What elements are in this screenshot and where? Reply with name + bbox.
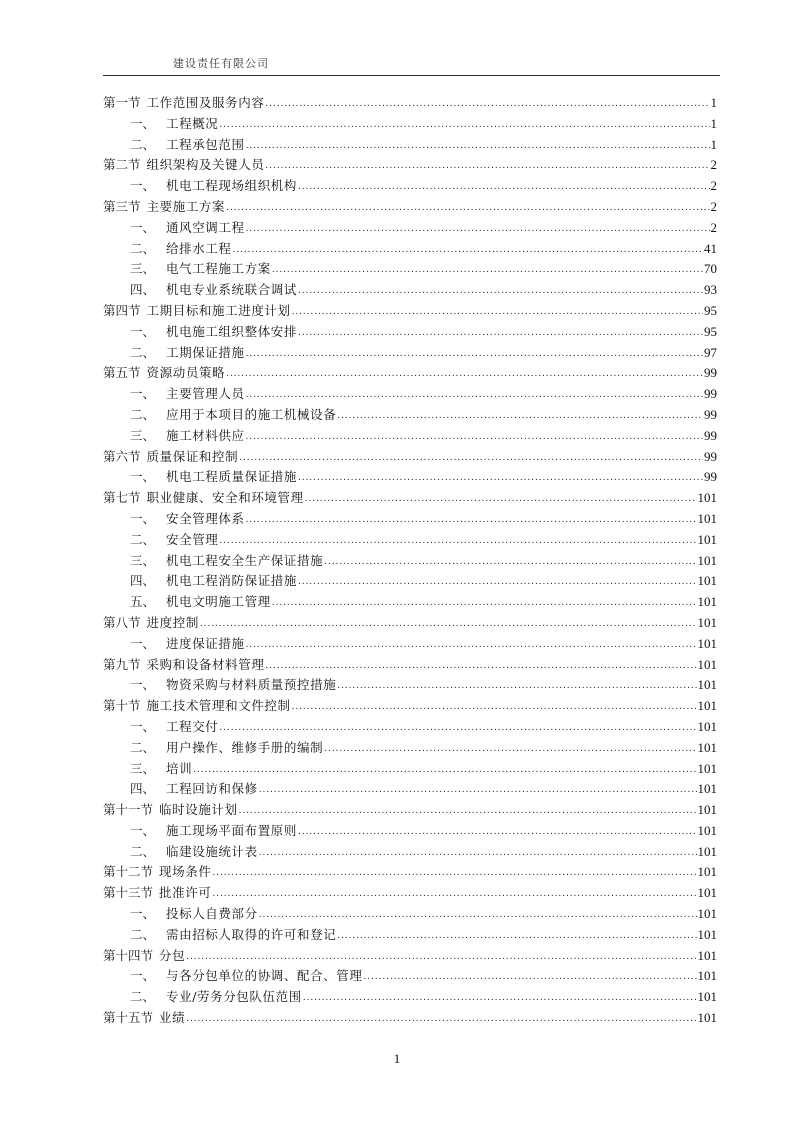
toc-entry-page: 101 <box>697 947 717 963</box>
toc-dot-leader <box>265 92 709 115</box>
toc-dot-leader <box>324 737 696 760</box>
toc-entry-number: 一、 <box>130 386 156 402</box>
toc-entry-number: 第六节 <box>103 448 141 464</box>
toc-entry-title: 工程概况 <box>166 115 219 131</box>
toc-dot-leader <box>265 154 709 177</box>
toc-entry-number: 第三节 <box>103 198 141 214</box>
page-number: 1 <box>393 1051 401 1066</box>
toc-section-entry[interactable] <box>103 363 717 384</box>
toc-dot-leader <box>246 342 703 365</box>
toc-subsection-entry[interactable] <box>103 259 717 280</box>
toc-entry-title: 施工材料供应 <box>166 427 245 443</box>
toc-subsection-entry[interactable] <box>103 675 717 696</box>
toc-entry-number: 第十五节 <box>103 1010 154 1026</box>
toc-dot-leader <box>186 945 696 968</box>
toc-entry-page: 97 <box>704 344 717 360</box>
toc-entry-page: 101 <box>697 968 717 984</box>
toc-entry-title: 物资采购与材料质量预控措施 <box>166 677 337 693</box>
toc-section-entry[interactable] <box>103 197 717 218</box>
toc-entry-title: 临建设施统计表 <box>166 843 258 859</box>
toc-dot-leader <box>265 654 696 677</box>
toc-entry-number: 第二节 <box>103 157 141 173</box>
toc-dot-leader <box>200 612 697 635</box>
toc-entry-title: 专业/劳务分包队伍范围 <box>166 989 302 1005</box>
toc-subsection-entry[interactable] <box>103 821 717 842</box>
toc-entry-title: 安全管理体系 <box>166 510 245 526</box>
toc-dot-leader <box>246 633 697 656</box>
toc-entry-title: 分包 <box>159 947 186 963</box>
toc-subsection-entry[interactable] <box>103 738 717 759</box>
toc-entry-title: 安全管理 <box>166 531 219 547</box>
toc-entry-title: 机电施工组织整体安排 <box>166 323 298 339</box>
toc-entry-number: 一、 <box>130 469 156 485</box>
toc-entry-number: 四、 <box>130 573 156 589</box>
toc-subsection-entry[interactable] <box>103 218 717 239</box>
toc-dot-leader <box>298 321 703 344</box>
toc-entry-page: 101 <box>697 1010 717 1026</box>
toc-subsection-entry[interactable] <box>103 135 717 156</box>
toc-entry-title: 给排水工程 <box>166 240 232 256</box>
toc-entry-number: 第一节 <box>103 95 141 110</box>
toc-dot-leader <box>246 508 697 531</box>
toc-entry-page: 101 <box>697 802 717 818</box>
toc-dot-leader <box>239 799 697 822</box>
toc-entry-page: 101 <box>697 677 717 693</box>
toc-entry-page: 101 <box>697 573 717 589</box>
toc-entry-number: 一、 <box>130 677 156 693</box>
toc-entry-title: 与各分包单位的协调、配合、管理 <box>166 968 363 984</box>
toc-entry-number: 第九节 <box>103 656 141 672</box>
toc-entry-number: 三、 <box>130 760 156 776</box>
toc-entry-number: 第八节 <box>103 614 141 630</box>
toc-entry-title: 机电文明施工管理 <box>166 594 271 610</box>
toc-entry-page: 101 <box>697 614 717 630</box>
toc-entry-title: 机电专业系统联合调试 <box>166 282 298 298</box>
toc-entry-page: 101 <box>697 698 717 714</box>
toc-entry-page: 101 <box>697 885 717 901</box>
toc-entry-page: 99 <box>704 427 717 443</box>
toc-subsection-entry[interactable] <box>103 280 717 301</box>
toc-entry-title: 用户操作、维修手册的编制 <box>166 739 324 755</box>
toc-section-entry[interactable] <box>103 93 717 114</box>
toc-entry-title: 应用于本项目的施工机械设备 <box>166 406 337 422</box>
toc-entry-title: 业绩 <box>159 1010 186 1026</box>
toc-subsection-entry[interactable] <box>103 467 717 488</box>
toc-subsection-entry[interactable] <box>103 551 717 572</box>
toc-dot-leader <box>324 550 696 573</box>
toc-entry-number: 二、 <box>130 531 156 547</box>
toc-entry-page: 101 <box>697 822 717 838</box>
toc-entry-number: 第十四节 <box>103 947 154 963</box>
toc-entry-title: 机电工程安全生产保证措施 <box>166 552 324 568</box>
toc-dot-leader <box>239 446 703 469</box>
toc-entry-page: 101 <box>697 552 717 568</box>
toc-subsection-entry[interactable] <box>103 239 717 260</box>
toc-entry-number: 一、 <box>130 510 156 526</box>
toc-entry-page: 1 <box>710 95 717 110</box>
toc-entry-title: 电气工程施工方案 <box>166 261 271 277</box>
toc-dot-leader <box>305 487 697 510</box>
toc-dot-leader <box>292 695 697 718</box>
toc-dot-leader <box>298 570 696 593</box>
toc-subsection-entry[interactable] <box>103 405 717 426</box>
toc-dot-leader <box>298 466 703 489</box>
toc-entry-page: 101 <box>697 656 717 672</box>
toc-subsection-entry[interactable] <box>103 634 717 655</box>
toc-section-entry[interactable] <box>103 488 717 509</box>
toc-section-entry[interactable] <box>103 946 717 967</box>
toc-entry-page: 101 <box>697 864 717 880</box>
toc-subsection-entry[interactable] <box>103 426 717 447</box>
toc-entry-number: 第五节 <box>103 365 141 381</box>
toc-dot-leader <box>259 841 697 864</box>
toc-subsection-entry[interactable] <box>103 987 717 1008</box>
toc-entry-number: 一、 <box>130 718 156 734</box>
toc-section-entry[interactable] <box>103 696 717 717</box>
toc-section-entry[interactable] <box>103 883 717 904</box>
toc-entry-page: 99 <box>704 469 717 485</box>
toc-entry-page: 101 <box>697 594 717 610</box>
toc-subsection-entry[interactable] <box>103 384 717 405</box>
toc-entry-number: 第十节 <box>103 698 141 714</box>
toc-entry-number: 二、 <box>130 739 156 755</box>
toc-entry-title: 现场条件 <box>159 864 212 880</box>
toc-section-entry[interactable] <box>103 862 717 883</box>
toc-entry-page: 101 <box>697 510 717 526</box>
toc-entry-title: 通风空调工程 <box>166 219 245 235</box>
toc-subsection-entry[interactable] <box>103 176 717 197</box>
toc-entry-number: 一、 <box>130 906 156 922</box>
toc-entry-title: 进度控制 <box>146 614 199 630</box>
company-name: 建设责任有限公司 <box>173 57 269 70</box>
toc-entry-number: 三、 <box>130 552 156 568</box>
toc-entry-title: 工期目标和施工进度计划 <box>146 302 291 318</box>
toc-subsection-entry[interactable] <box>103 509 717 530</box>
toc-entry-page: 93 <box>704 282 717 298</box>
toc-dot-leader <box>246 134 710 157</box>
toc-entry-page: 101 <box>697 843 717 859</box>
toc-entry-number: 一、 <box>130 323 156 339</box>
toc-entry-title: 组织架构及关键人员 <box>146 157 265 173</box>
toc-entry-number: 第四节 <box>103 302 141 318</box>
toc-entry-page: 1 <box>710 136 717 152</box>
toc-section-entry[interactable] <box>103 447 717 468</box>
toc-subsection-entry[interactable] <box>103 925 717 946</box>
toc-entry-title: 职业健康、安全和环境管理 <box>146 490 304 506</box>
toc-dot-leader <box>219 716 696 739</box>
toc-dot-leader <box>298 175 709 198</box>
toc-entry-title: 采购和设备材料管理 <box>146 656 265 672</box>
toc-entry-title: 机电工程消防保证措施 <box>166 573 298 589</box>
toc-entry-title: 投标人自费部分 <box>166 906 258 922</box>
toc-dot-leader <box>212 882 696 905</box>
toc-entry-title: 工作范围及服务内容 <box>146 95 265 110</box>
toc-section-entry[interactable] <box>103 613 717 634</box>
toc-dot-leader <box>246 425 703 448</box>
toc-dot-leader <box>272 258 703 281</box>
toc-entry-title: 资源动员策略 <box>146 365 226 381</box>
toc-entry-number: 二、 <box>130 843 156 859</box>
toc-subsection-entry[interactable] <box>103 759 717 780</box>
toc-entry-page: 99 <box>704 406 717 422</box>
toc-subsection-entry[interactable] <box>103 530 717 551</box>
toc-entry-title: 机电工程质量保证措施 <box>166 469 298 485</box>
toc-entry-page: 95 <box>704 302 717 318</box>
toc-dot-leader <box>292 300 703 323</box>
toc-dot-leader <box>364 965 697 988</box>
toc-entry-page: 101 <box>697 989 717 1005</box>
toc-entry-title: 工期保证措施 <box>166 344 245 360</box>
toc-entry-number: 一、 <box>130 968 156 984</box>
toc-entry-number: 二、 <box>130 926 156 942</box>
toc-section-entry[interactable] <box>103 155 717 176</box>
toc-subsection-entry[interactable] <box>103 904 717 925</box>
toc-entry-title: 施工技术管理和文件控制 <box>146 698 291 714</box>
toc-entry-number: 三、 <box>130 261 156 277</box>
toc-subsection-entry[interactable] <box>103 322 717 343</box>
toc-entry-number: 第十二节 <box>103 864 154 880</box>
toc-dot-leader <box>337 924 696 947</box>
toc-subsection-entry[interactable] <box>103 571 717 592</box>
toc-entry-page: 95 <box>704 323 717 339</box>
toc-dot-leader <box>298 820 696 843</box>
toc-entry-page: 101 <box>697 906 717 922</box>
toc-dot-leader <box>226 362 703 385</box>
toc-entry-page: 99 <box>704 386 717 402</box>
toc-entry-page: 2 <box>710 219 717 235</box>
toc-entry-title: 施工现场平面布置原则 <box>166 822 298 838</box>
toc-subsection-entry[interactable] <box>103 966 717 987</box>
toc-entry-number: 一、 <box>130 178 156 194</box>
toc-entry-title: 临时设施计划 <box>159 802 238 818</box>
toc-entry-page: 1 <box>710 115 717 131</box>
toc-entry-page: 101 <box>697 718 717 734</box>
toc-section-entry[interactable] <box>103 655 717 676</box>
toc-entry-title: 主要管理人员 <box>166 386 245 402</box>
toc-subsection-entry[interactable] <box>103 779 717 800</box>
toc-subsection-entry[interactable] <box>103 114 717 135</box>
toc-entry-number: 二、 <box>130 989 156 1005</box>
toc-entry-number: 第七节 <box>103 490 141 506</box>
toc-section-entry[interactable] <box>103 1008 717 1029</box>
toc-dot-leader <box>303 986 697 1009</box>
toc-dot-leader <box>186 1007 696 1030</box>
toc-entry-page: 101 <box>697 531 717 547</box>
toc-dot-leader <box>298 279 703 302</box>
toc-entry-page: 101 <box>697 739 717 755</box>
toc-entry-page: 2 <box>710 157 717 173</box>
toc-section-entry[interactable] <box>103 800 717 821</box>
toc-entry-number: 一、 <box>130 219 156 235</box>
toc-dot-leader <box>226 196 709 219</box>
toc-dot-leader <box>212 861 696 884</box>
toc-entry-page: 101 <box>697 635 717 651</box>
toc-entry-number: 四、 <box>130 781 156 797</box>
toc-subsection-entry[interactable] <box>103 343 717 364</box>
toc-entry-page: 2 <box>710 198 717 214</box>
toc-section-entry[interactable] <box>103 301 717 322</box>
toc-entry-page: 101 <box>697 926 717 942</box>
toc-entry-number: 二、 <box>130 240 156 256</box>
toc-entry-number: 第十一节 <box>103 802 154 818</box>
toc-subsection-entry[interactable] <box>103 842 717 863</box>
toc-entry-page: 101 <box>697 781 717 797</box>
toc-entry-number: 二、 <box>130 136 156 152</box>
toc-entry-number: 五、 <box>130 594 156 610</box>
toc-entry-title: 机电工程现场组织机构 <box>166 178 298 194</box>
toc-entry-number: 四、 <box>130 282 156 298</box>
toc-entry-page: 70 <box>704 261 717 277</box>
toc-dot-leader <box>219 113 709 136</box>
toc-dot-leader <box>246 217 710 240</box>
toc-entry-page: 99 <box>704 448 717 464</box>
toc-subsection-entry[interactable] <box>103 717 717 738</box>
toc-dot-leader <box>246 383 703 406</box>
toc-entry-title: 质量保证和控制 <box>146 448 239 464</box>
toc-entry-title: 工程回访和保修 <box>166 781 258 797</box>
toc-entry-number: 三、 <box>130 427 156 443</box>
toc-dot-leader <box>337 404 703 427</box>
toc-dot-leader <box>219 529 696 552</box>
toc-subsection-entry[interactable] <box>103 592 717 613</box>
toc-entry-title: 培训 <box>166 760 193 776</box>
toc-entry-number: 一、 <box>130 822 156 838</box>
page-header <box>103 57 720 76</box>
toc-entry-number: 第十三节 <box>103 885 154 901</box>
toc-entry-page: 99 <box>704 365 717 381</box>
toc-entry-page: 101 <box>697 760 717 776</box>
toc-entry-title: 工程交付 <box>166 718 219 734</box>
toc-dot-leader <box>259 778 697 801</box>
toc-dot-leader <box>272 591 697 614</box>
toc-entry-number: 一、 <box>130 635 156 651</box>
toc-dot-leader <box>337 674 696 697</box>
table-of-contents <box>103 93 717 1029</box>
toc-entry-page: 101 <box>697 490 717 506</box>
toc-entry-number: 二、 <box>130 406 156 422</box>
toc-entry-title: 批准许可 <box>159 885 212 901</box>
toc-entry-page: 2 <box>710 178 717 194</box>
toc-entry-title: 进度保证措施 <box>166 635 245 651</box>
toc-entry-page: 41 <box>704 240 717 256</box>
toc-entry-number: 二、 <box>130 344 156 360</box>
toc-dot-leader <box>259 903 697 926</box>
toc-entry-title: 主要施工方案 <box>146 198 226 214</box>
toc-entry-number: 一、 <box>130 115 156 131</box>
toc-dot-leader <box>193 758 696 781</box>
toc-entry-title: 工程承包范围 <box>166 136 245 152</box>
toc-entry-title: 需由招标人取得的许可和登记 <box>166 926 337 942</box>
toc-dot-leader <box>233 238 703 261</box>
